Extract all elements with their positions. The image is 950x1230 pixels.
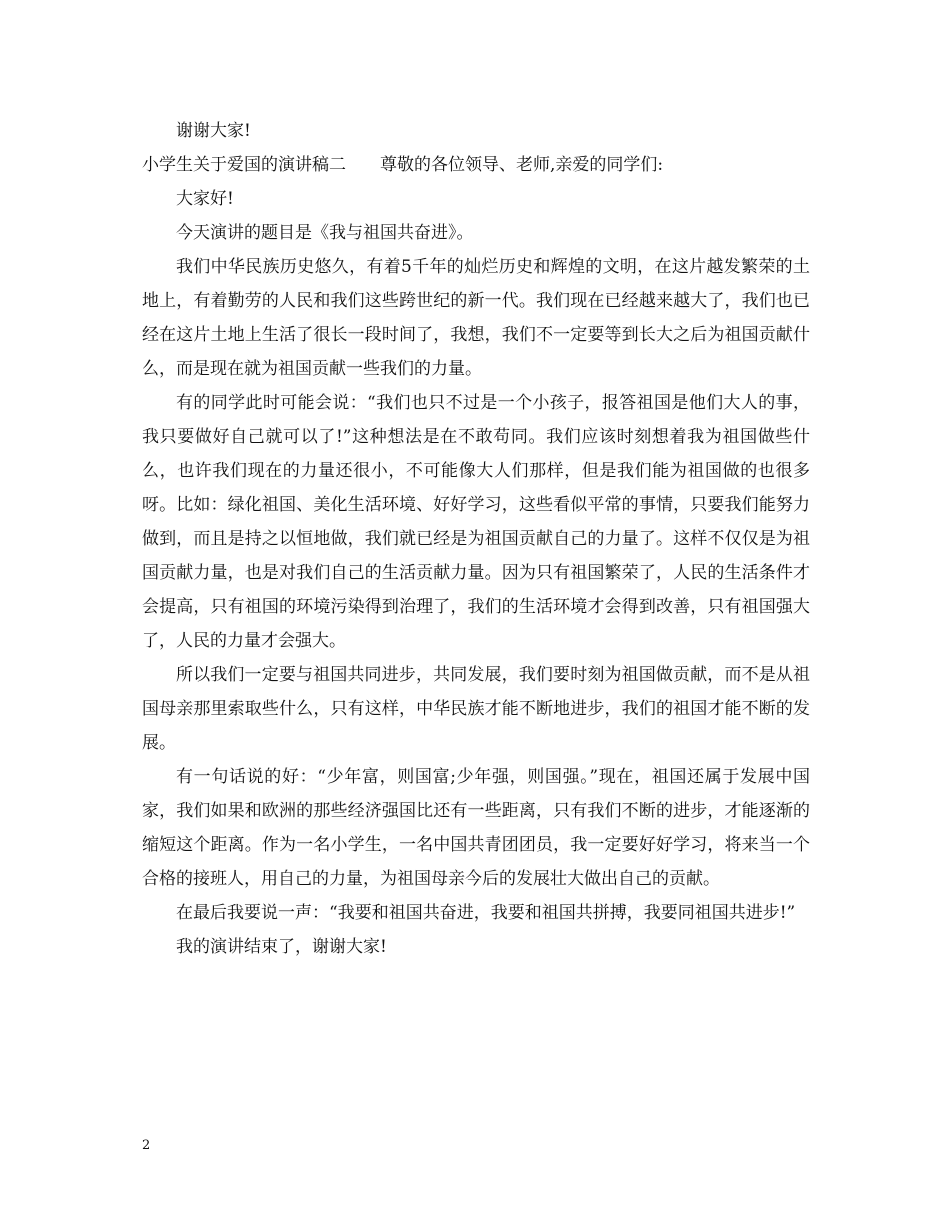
paragraph-final-words: 在最后我要说一声：“我要和祖国共奋进，我要和祖国共拼搏，我要同祖国共进步!” (176, 903, 796, 923)
paragraph-contribution: 有的同学此时可能会说：“我们也只不过是一个小孩子，报答祖国是他们大人的事，我只要做好自己就可以了!”这种想法是在不敢苟同。我们应该时刻想着我为祖国做些什么，也许我们现在的力量还很小，不可能像大人们那样，但是我们能为祖国做的也很多呀。比如：绿化祖国、美化生活环境、好好学习，这些看似平常的事情，只要我们能努力做到，而且是持之以恒地做，我们就已经是为祖国贡献自己的力量了。这样不仅仅是为祖国贡献力量，也是对我们自己的生活贡献力量。因为只有祖国繁荣了，人民的生活条件才会提高，只有祖国的环境污染得到治理了，我们的生活环境才会得到改善，只有祖国强大了，人民的力量才会强大。 (142, 393, 810, 651)
paragraph-title-greeting: 小学生关于爱国的演讲稿二 尊敬的各位领导、老师,亲爱的同学们: (142, 155, 664, 175)
paragraph-speech-end: 我的演讲结束了，谢谢大家! (176, 937, 387, 957)
paragraph-history: 我们中华民族历史悠久，有着5千年的灿烂历史和辉煌的文明，在这片越发繁荣的土地上，有着勤劳的人民和我们这些跨世纪的新一代。我们现在已经越来越大了，我们也已经在这片土地上生活了很长一段时间了，我想，我们不一定要等到长大之后为祖国贡献什么，而是现在就为祖国贡献一些我们的力量。 (142, 257, 810, 379)
paragraph-hello: 大家好! (176, 189, 234, 209)
document-body (142, 114, 810, 964)
page-number: 2 (142, 1138, 151, 1153)
paragraph-topic: 今天演讲的题目是《我与祖国共奋进》。 (176, 223, 474, 243)
paragraph-youth: 有一句话说的好：“少年富，则国富;少年强，则国强。”现在，祖国还属于发展中国家，我们如果和欧洲的那些经济强国比还有一些距离，只有我们不断的进步，才能逐渐的缩短这个距离。作为一名小学生，一名中国共青团团员，我一定要好好学习，将来当一个合格的接班人，用自己的力量，为祖国母亲今后的发展壮大做出自己的贡献。 (142, 767, 810, 889)
paragraph-closing-thanks: 谢谢大家! (176, 121, 251, 141)
paragraph-progress: 所以我们一定要与祖国共同进步，共同发展，我们要时刻为祖国做贡献，而不是从祖国母亲那里索取些什么，只有这样，中华民族才能不断地进步，我们的祖国才能不断的发展。 (142, 665, 810, 753)
